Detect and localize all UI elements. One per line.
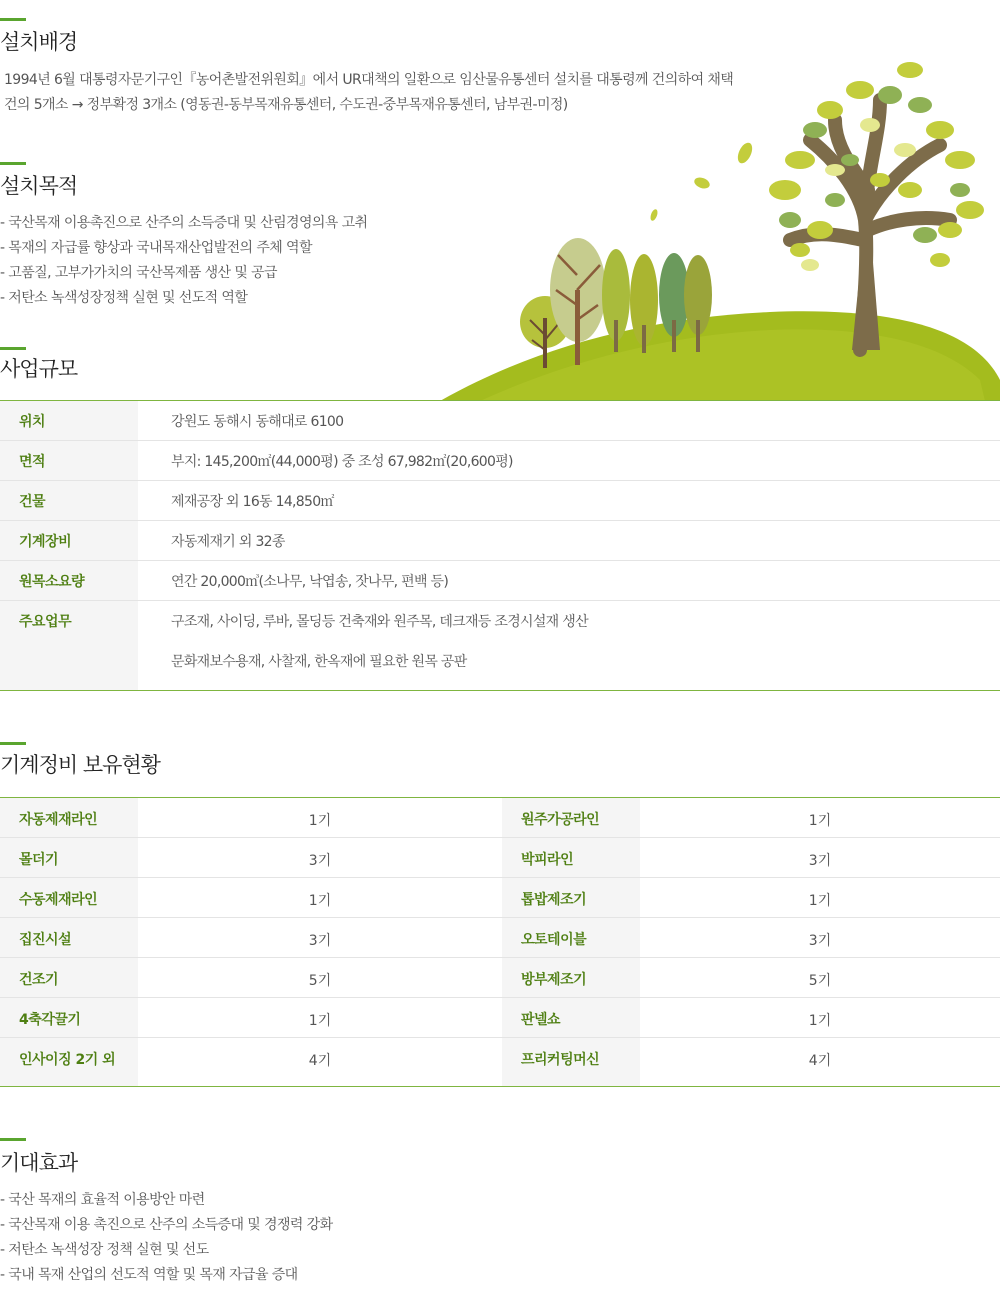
table-row xyxy=(0,838,1000,878)
row-label: 기계장비 xyxy=(0,521,138,560)
section-title-purpose: 설치목적 xyxy=(0,174,78,198)
list-item: - 국산 목재의 효율적 이용방안 마련 xyxy=(0,1192,205,1208)
row-value: 부지: 145,200㎡(44,000평) 중 조성 67,982㎡(20,600평) xyxy=(171,454,513,470)
section-accent-bar xyxy=(0,162,26,165)
equipment-count: 3기 xyxy=(308,853,332,869)
equipment-count: 1기 xyxy=(308,893,332,909)
background-line: 1994년 6월 대통령자문기구인『농어촌발전위원회』에서 UR대책의 일환으로 임산물유통센터 설치를 대통령께 건의하여 채택 xyxy=(4,72,734,88)
tree-hill-illustration xyxy=(440,50,1000,401)
equipment-name: 자동제재라인 xyxy=(0,798,138,837)
equipment-count: 3기 xyxy=(808,933,832,949)
equipment-count: 1기 xyxy=(808,1013,832,1029)
work-line: 문화재보수용재, 사찰재, 한옥재에 필요한 원목 공판 xyxy=(171,654,467,670)
section-accent-bar xyxy=(0,347,26,350)
table-row xyxy=(0,401,1000,441)
list-item: - 국내 목재 산업의 선도적 역할 및 목재 자급율 증대 xyxy=(0,1267,298,1283)
table-row xyxy=(0,1038,1000,1086)
equipment-name: 수동제재라인 xyxy=(0,878,138,917)
equipment-name: 집진시설 xyxy=(0,918,138,957)
leaf-icon xyxy=(693,176,711,191)
equipment-count: 3기 xyxy=(808,853,832,869)
equipment-count: 1기 xyxy=(808,813,832,829)
table-row xyxy=(0,561,1000,601)
big-tree-icon xyxy=(769,62,984,350)
equipment-table xyxy=(0,797,1000,1087)
table-row xyxy=(0,998,1000,1038)
list-item: - 고품질, 고부가가치의 국산목제품 생산 및 공급 xyxy=(0,265,277,281)
effects-list xyxy=(0,1188,333,1288)
leaf-icon xyxy=(649,208,659,221)
row-value: 강원도 동해시 동해대로 6100 xyxy=(171,414,344,430)
row-label: 면적 xyxy=(0,441,138,480)
section-accent-bar xyxy=(0,18,26,21)
equipment-name: 오토테이블 xyxy=(502,918,640,957)
equipment-name: 톱밥제조기 xyxy=(502,878,640,917)
section-title-background: 설치배경 xyxy=(0,30,78,54)
list-item: - 목재의 자급률 향상과 국내목재산업발전의 주체 역할 xyxy=(0,240,312,256)
equipment-count: 1기 xyxy=(308,813,332,829)
section-title-equipment: 기계정비 보유현황 xyxy=(0,753,160,777)
table-row xyxy=(0,521,1000,561)
table-row xyxy=(0,441,1000,481)
equipment-name: 판넬쇼 xyxy=(502,998,640,1037)
table-row xyxy=(0,601,1000,690)
section-accent-bar xyxy=(0,1138,26,1141)
equipment-count: 5기 xyxy=(308,973,332,989)
row-value: 연간 20,000㎥(소나무, 낙엽송, 잣나무, 편백 등) xyxy=(171,574,449,590)
equipment-count: 3기 xyxy=(308,933,332,949)
section-title-scale: 사업규모 xyxy=(0,357,78,381)
background-line: 건의 5개소 → 정부확정 3개소 (영동권-동부목재유통센터, 수도권-중부목재유통센터, 남부권-미정) xyxy=(4,97,568,113)
row-label: 건물 xyxy=(0,481,138,520)
purpose-list xyxy=(0,211,367,311)
row-label: 원목소요량 xyxy=(0,561,138,600)
equipment-name: 건조기 xyxy=(0,958,138,997)
equipment-count: 4기 xyxy=(808,1053,832,1069)
equipment-count: 4기 xyxy=(308,1053,332,1069)
table-row xyxy=(0,958,1000,998)
equipment-name: 인사이징 2기 외 xyxy=(0,1038,138,1086)
row-value xyxy=(138,601,1000,690)
list-item: - 국산목재 이용촉진으로 산주의 소득증대 및 산림경영의욕 고취 xyxy=(0,215,368,231)
equipment-count: 1기 xyxy=(308,1013,332,1029)
equipment-name: 4축각끌기 xyxy=(0,998,138,1037)
section-accent-bar xyxy=(0,742,26,745)
equipment-name: 원주가공라인 xyxy=(502,798,640,837)
equipment-name: 박피라인 xyxy=(502,838,640,877)
equipment-count: 5기 xyxy=(808,973,832,989)
table-row xyxy=(0,878,1000,918)
row-label: 주요업무 xyxy=(0,601,138,690)
list-item: - 저탄소 녹색성장 정책 실현 및 선도 xyxy=(0,1242,209,1258)
equipment-name: 몰더기 xyxy=(0,838,138,877)
table-row xyxy=(0,798,1000,838)
leaf-icon xyxy=(735,140,755,165)
table-row xyxy=(0,481,1000,521)
list-item: - 국산목재 이용 촉진으로 산주의 소득증대 및 경쟁력 강화 xyxy=(0,1217,333,1233)
work-line: 구조재, 사이딩, 루바, 몰딩등 건축재와 원주목, 데크재등 조경시설재 생산 xyxy=(171,614,588,630)
equipment-name: 프리커팅머신 xyxy=(502,1038,640,1086)
row-value: 제재공장 외 16동 14,850㎡ xyxy=(171,494,334,510)
table-row xyxy=(0,918,1000,958)
row-value: 자동제재기 외 32종 xyxy=(171,534,285,550)
equipment-name: 방부제조기 xyxy=(502,958,640,997)
equipment-count: 1기 xyxy=(808,893,832,909)
row-label: 위치 xyxy=(0,401,138,440)
list-item: - 저탄소 녹색성장정책 실현 및 선도적 역할 xyxy=(0,290,248,306)
section-title-effects: 기대효과 xyxy=(0,1151,78,1175)
business-scale-table xyxy=(0,400,1000,691)
